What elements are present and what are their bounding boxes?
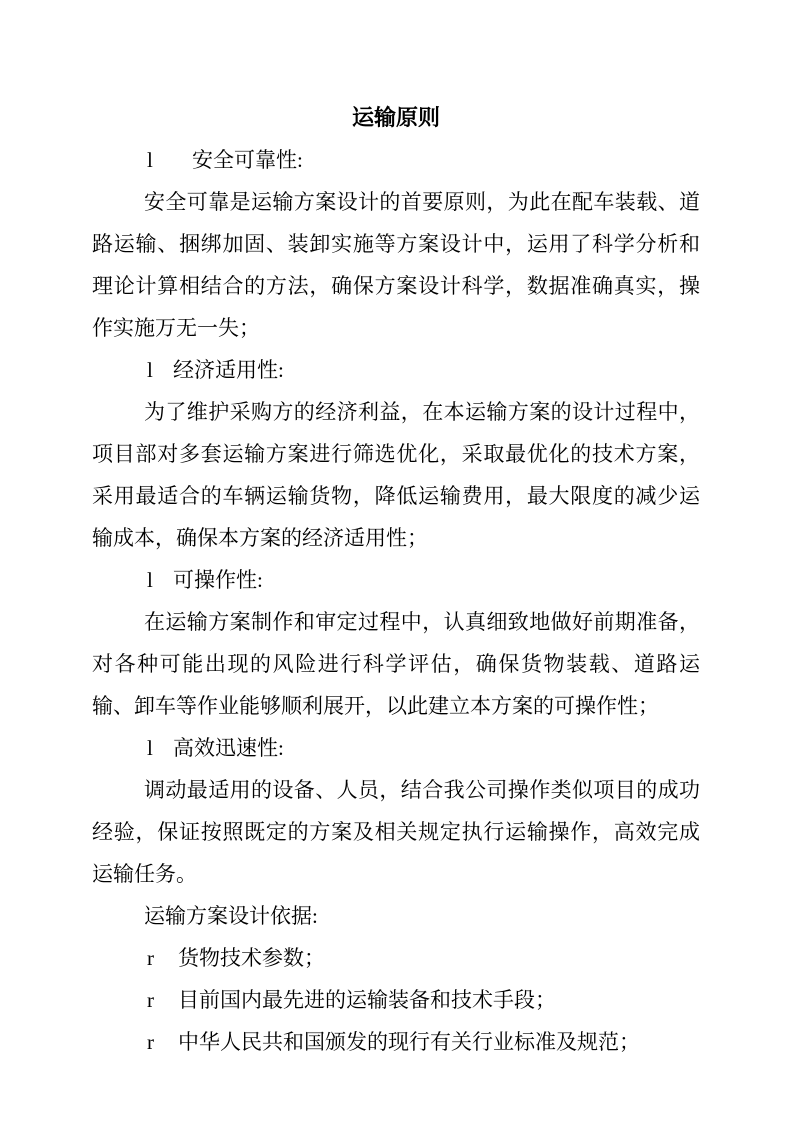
list-item — [92, 559, 700, 601]
list-item-label: 目前国内最先进的运输装备和技术手段； — [178, 988, 556, 1012]
page-title: 运输原则 — [351, 105, 440, 130]
list-item — [92, 349, 700, 391]
list-item — [92, 979, 700, 1021]
list-item-label: 中华人民共和国颁发的现行有关行业标准及规范； — [178, 1030, 640, 1054]
paragraph: 在运输方案制作和审定过程中，认真细致地做好前期准备，对各种可能出现的风险进行科学评估，确保货物装载、道路运输、卸车等作业能够顺利展开，以此建立本方案的可操作性； — [92, 610, 700, 718]
paragraph: 调动最适用的设备、人员，结合我公司操作类似项目的成功经验，保证按照既定的方案及相关规定执行运输操作，高效完成运输任务。 — [92, 778, 700, 886]
paragraph: 安全可靠是运输方案设计的首要原则，为此在配车装载、道路运输、捆绑加固、装卸实施等方案设计中，运用了科学分析和理论计算相结合的方法，确保方案设计科学，数据准确真实，操作实施万无一失； — [92, 190, 700, 340]
bullet-marker: l — [147, 736, 153, 760]
bullet-marker: l — [147, 148, 153, 172]
list-item-label: 高效迅速性: — [173, 736, 284, 760]
list-item — [92, 937, 700, 979]
bullet-marker: l — [147, 358, 153, 382]
bullet-marker: r — [147, 988, 154, 1012]
list-item-label: 经济适用性: — [173, 358, 284, 382]
bullet-marker: r — [147, 1030, 154, 1054]
paragraph: 为了维护采购方的经济利益，在本运输方案的设计过程中，项目部对多套运输方案进行筛选优化，采取最优化的技术方案，采用最适合的车辆运输货物，降低运输费用，最大限度的减少运输成本，确保本方案的经济适用性； — [92, 400, 700, 550]
list-item-label: 安全可靠性: — [192, 148, 303, 172]
list-item — [92, 139, 700, 181]
bullet-marker: l — [147, 568, 153, 592]
paragraph: 运输方案设计依据: — [144, 904, 318, 928]
bullet-marker: r — [147, 946, 154, 970]
list-item-label: 货物技术参数； — [178, 946, 325, 970]
list-item — [92, 1021, 700, 1063]
list-item-label: 可操作性: — [173, 568, 263, 592]
list-item — [92, 727, 700, 769]
